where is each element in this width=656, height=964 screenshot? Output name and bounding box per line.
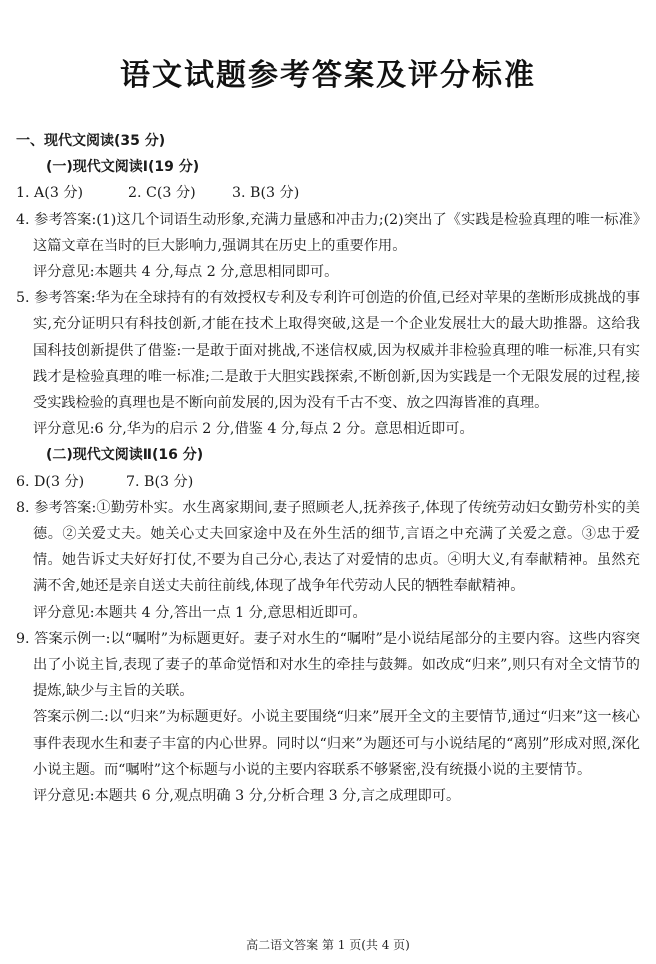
answer-paragraph: 4. 参考答案:(1)这几个词语生动形象,充满力量感和冲击力;(2)突出了《实践是检验真理的唯一标准》这篇文章在当时的巨大影响力,强调其在历史上的重要作用。 [16, 211, 640, 254]
answer-paragraph: 5. 参考答案:华为在全球持有的有效授权专利及专利许可创造的价值,已经对苹果的垄断形成挑战的事实,充分证明只有科技创新,才能在技术上取得突破,这是一个企业发展壮大的最大助推器。这给我国科技创新提供了借鉴:一是敢于面对挑战,不迷信权威,因为权威并非检验真理的唯一标准,只有实践才是检验真理的唯一标准;二是敢于大胆实践探索,不断创新,因为实践是一个无限发展的过程,接受实践检验的真理也是不断向前发展的,因为没有千古不变、放之四海皆准的真理。 [16, 290, 640, 412]
page-footer: 高二语文答案 第 1 页(共 4 页) [246, 938, 410, 952]
answer-paragraph: 9. 答案示例一:以“嘱咐”为标题更好。妻子对水生的“嘱咐”是小说结尾部分的主要内容。这些内容突出了小说主旨,表现了妻子的革命觉悟和对水生的牵挂与鼓舞。如改成“归来”,则只有对全文情节的提炼,缺少与主旨的关联。 [16, 630, 640, 700]
subsection-heading: (一)现代文阅读Ⅰ(19 分) [46, 159, 200, 176]
answer-paragraph: 答案示例二:以“归来”为标题更好。小说主要围绕“归来”展开全文的主要情节,通过“归来”这一核心事件表现水生和妻子丰富的内心世界。同时以“归来”为题还可与小说结尾的“离别”形成对照,深化小说主题。而“嘱咐”这个标题与小说的主要内容联系不够紧密,没有统摄小说的主要情节。 [33, 709, 640, 778]
choice-answer: 3. B(3 分) [232, 185, 300, 202]
choice-answers [16, 469, 640, 495]
scoring-note: 评分意见:本题共 4 分,每点 2 分,意思相同即可。 [33, 264, 339, 281]
choice-answer: 2. C(3 分) [128, 185, 196, 202]
scoring-note: 评分意见:本题共 6 分,观点明确 3 分,分析合理 3 分,言之成理即可。 [33, 788, 461, 805]
choice-answer: 6. D(3 分) [16, 473, 85, 490]
section-heading: 一、现代文阅读(35 分) [16, 133, 166, 149]
choice-answer: 1. A(3 分) [16, 185, 84, 202]
choice-answer: 7. B(3 分) [126, 473, 194, 490]
answer-content [16, 128, 640, 809]
page-title: 语文试题参考答案及评分标准 [120, 58, 536, 93]
answer-paragraph: 8. 参考答案:①勤劳朴实。水生离家期间,妻子照顾老人,抚养孩子,体现了传统劳动妇女勤劳朴实的美德。②关爱丈夫。她关心丈夫回家途中及在外生活的细节,言语之中充满了关爱之意。③忠于爱情。她告诉丈夫好好打仗,不要为自己分心,表达了对爱情的忠贞。④明大义,有奉献精神。虽然充满不舍,她还是亲自送丈夫前往前线,体现了战争年代劳动人民的牺牲奉献精神。 [16, 499, 640, 595]
scoring-note: 评分意见:本题共 4 分,答出一点 1 分,意思相近即可。 [33, 604, 367, 621]
subsection-heading: (二)现代文阅读Ⅱ(16 分) [46, 447, 204, 464]
choice-answers [16, 180, 640, 206]
scoring-note: 评分意见:6 分,华为的启示 2 分,借鉴 4 分,每点 2 分。意思相近即可。 [33, 421, 474, 438]
